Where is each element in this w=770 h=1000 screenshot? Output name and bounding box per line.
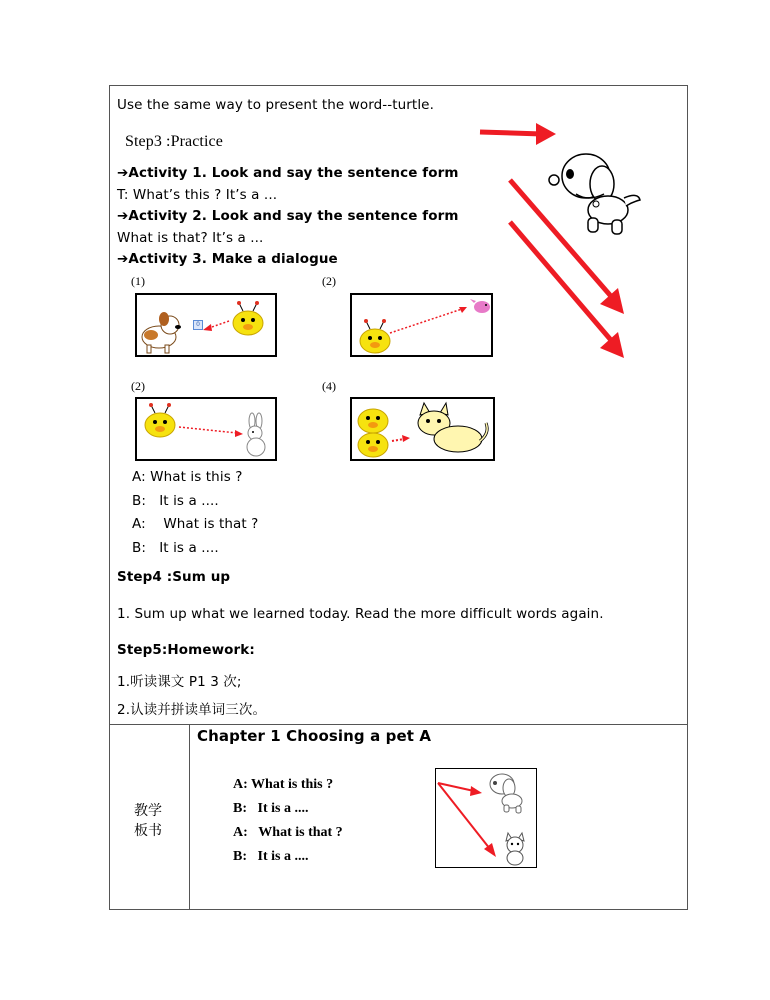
dialogue-line: A: What is that ? xyxy=(132,516,259,532)
picture-dog-chick xyxy=(135,293,277,357)
picture-chicks-cat xyxy=(350,397,495,461)
board-dialogue-line: B: It is a .... xyxy=(233,801,309,816)
step4-heading: Step4 :Sum up xyxy=(117,569,231,585)
board-label-line2: 板书 xyxy=(134,823,162,839)
picture-chick-rabbit xyxy=(135,397,277,461)
dog-icon xyxy=(548,148,648,238)
table-column-divider xyxy=(189,724,190,910)
board-dialogue-line: A: What is this ? xyxy=(233,777,334,792)
intro-line: Use the same way to present the word--turtle. xyxy=(117,97,434,113)
picture-label: (2) xyxy=(322,274,336,288)
dog-icon xyxy=(484,771,532,815)
board-picture xyxy=(435,768,537,868)
board-label-line1: 教学 xyxy=(134,803,162,819)
arrow-bullet-icon: ➔ xyxy=(117,208,129,224)
chapter-title: Chapter 1 Choosing a pet A xyxy=(197,727,432,745)
board-dialogue-line: B: It is a .... xyxy=(233,849,309,864)
activity3-heading: ➔Activity 3. Make a dialogue xyxy=(117,251,338,267)
table-divider xyxy=(109,724,688,725)
dialogue-line: B: It is a .... xyxy=(132,540,219,556)
arrow-bullet-icon: ➔ xyxy=(117,165,129,181)
step5-heading: Step5:Homework: xyxy=(117,642,255,658)
picture-label: (1) xyxy=(131,274,145,288)
cat-icon xyxy=(412,403,492,459)
cat-icon xyxy=(500,833,530,867)
step3-heading: Step3 :Practice xyxy=(125,133,223,150)
activity2-sentence: What is that? It’s a ... xyxy=(117,230,264,246)
step4-line: 1. Sum up what we learned today. Read the more difficult words again. xyxy=(117,606,604,622)
activity1-heading: ➔Activity 1. Look and say the sentence form xyxy=(117,165,459,181)
rabbit-icon xyxy=(240,415,270,459)
homework-item: 1.听读课文 P1 3 次; xyxy=(117,674,242,690)
dialogue-line: A: What is this ? xyxy=(132,469,243,485)
homework-item: 2.认读并拼读单词三次。 xyxy=(117,702,267,718)
picture-label: (4) xyxy=(322,379,336,393)
activity2-heading: ➔Activity 2. Look and say the sentence form xyxy=(117,208,459,224)
chick-icon xyxy=(229,303,269,343)
picture-label: (2) xyxy=(131,379,145,393)
dialogue-line: B: It is a .... xyxy=(132,493,219,509)
board-dialogue-line: A: What is that ? xyxy=(233,825,343,840)
small-marker-icon: 0 xyxy=(193,320,203,330)
arrow-bullet-icon: ➔ xyxy=(117,251,129,267)
activity1-sentence: T: What’s this ? It’s a ... xyxy=(117,187,278,203)
